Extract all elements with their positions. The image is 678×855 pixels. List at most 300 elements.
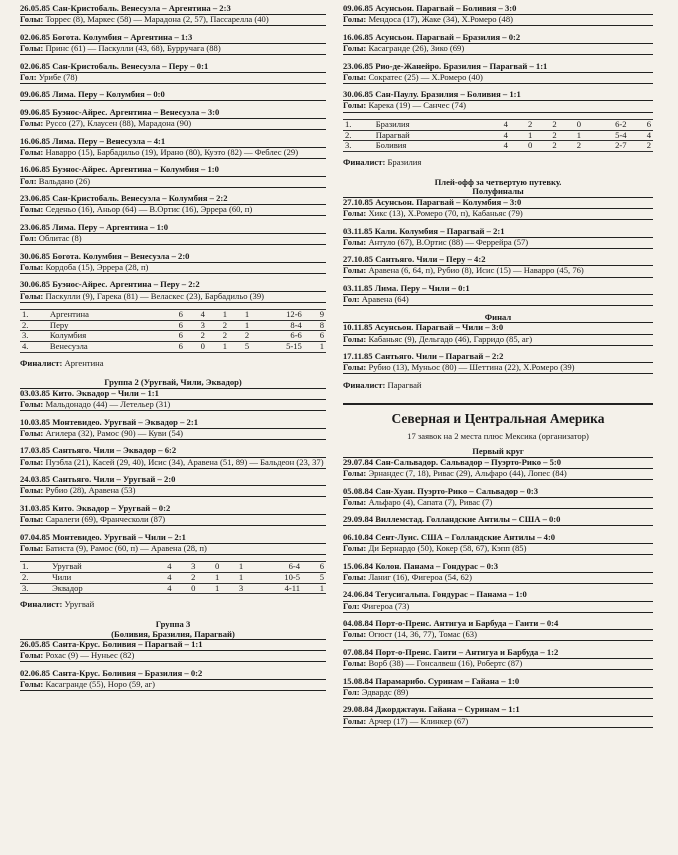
- finalist-team: Парагвай: [387, 379, 422, 390]
- goals-text: Облитас (8): [38, 233, 82, 243]
- goals-text: Ди Бернардо (50), Кокер (58, 67), Кэпп (85): [368, 543, 527, 554]
- goals-label: Гол:: [20, 71, 37, 82]
- match-goals: [343, 573, 653, 584]
- stat-cell: 3: [221, 583, 245, 594]
- match-entry: [20, 669, 326, 691]
- round-title: Первый круг: [343, 447, 653, 458]
- stat-cell: 2: [559, 141, 583, 152]
- match-title: 23.06.85 Лима. Перу – Аргентина – 1:0: [20, 223, 326, 234]
- match-entry: [343, 33, 653, 55]
- stat-cell: 2: [534, 130, 558, 141]
- stat-cell: 3: [185, 320, 207, 331]
- match-title: 02.06.85 Богота. Колумбия – Аргентина – 1:3: [20, 33, 326, 44]
- goals-text: Урибе (78): [38, 71, 78, 82]
- table-row: [343, 120, 653, 131]
- match-title: 27.10.85 Асунсьон. Парагвай – Колумбия – 3:0: [343, 198, 653, 209]
- goals-label: Голы:: [20, 204, 44, 215]
- match-entry: [343, 90, 653, 112]
- match-goals: [20, 651, 326, 662]
- goals-label: Голы:: [343, 629, 367, 640]
- match-list: [20, 640, 326, 691]
- match-entry: [20, 418, 326, 440]
- match-entry: [20, 62, 326, 84]
- match-title: 29.08.84 Джорджтаун. Гайана – Суринам – 1:1: [343, 705, 653, 716]
- match-title: 31.03.85 Кито. Эквадор – Уругвай – 0:2: [20, 504, 326, 515]
- stat-cell: 1: [510, 130, 534, 141]
- stat-cell: 1: [221, 573, 245, 584]
- stat-cell: 8: [304, 320, 326, 331]
- goals-text: Ланиг (16), Фигероа (54, 62): [368, 571, 472, 582]
- goals-text: Фигероа (73): [361, 600, 410, 611]
- match-entry: [20, 33, 326, 55]
- match-entry: [20, 4, 326, 26]
- match-entry: [20, 194, 326, 216]
- goals-label: Голы:: [343, 543, 367, 554]
- finalist-team: Уругвай: [64, 599, 95, 610]
- match-title: 30.06.85 Сан-Паулу. Бразилия – Боливия – 1:1: [343, 90, 653, 101]
- match-goals: [343, 498, 653, 509]
- match-entry: [343, 323, 653, 345]
- stat-cell: 5: [302, 573, 326, 584]
- goals-label: Голы:: [343, 207, 367, 218]
- match-title: 03.11.85 Лима. Перу – Чили – 0:1: [343, 284, 653, 295]
- match-title: 30.06.85 Богота. Колумбия – Венесуэла – 2:0: [20, 252, 326, 263]
- stat-cell: 2: [534, 141, 558, 152]
- match-goals: [343, 688, 653, 699]
- team-cell: Венесуэла: [48, 342, 163, 353]
- stat-cell: 2.: [343, 130, 374, 141]
- goals-text: Наварро (15), Барбадильо (19), Ирано (80), Куэто (82) — Феблес (29): [45, 146, 299, 157]
- stat-cell: 6-6: [251, 331, 304, 342]
- match-goals: [343, 469, 653, 480]
- stat-cell: 6: [302, 562, 326, 573]
- match-title: 09.06.85 Буэнос-Айрес. Аргентина – Венесуэла – 3:0: [20, 108, 326, 119]
- goals-label: Голы:: [20, 118, 44, 128]
- goals-text: Рохас (9) — Нуньес (82): [45, 650, 135, 661]
- goals-text: Вальдано (26): [38, 175, 91, 186]
- goals-label: Голы:: [20, 42, 44, 53]
- match-entry: [343, 562, 653, 584]
- standings-table: [343, 119, 653, 152]
- match-title: 16.06.85 Асунсьон. Парагвай – Бразилия – 0:2: [343, 33, 653, 44]
- match-title: 04.08.84 Порт-о-Пренс. Антигуа и Барбуда – Гаити – 0:4: [343, 619, 653, 630]
- match-goals: [343, 630, 653, 641]
- goals-text: Агилера (32), Рамос (90) — Куви (54): [45, 427, 183, 438]
- team-cell: Уругвай: [50, 562, 150, 573]
- match-title: 05.08.84 Сан-Хуан. Пуэрто-Рико – Сальвадор – 0:3: [343, 487, 653, 498]
- goals-text: Хикс (13), Х.Ромеро (70, п), Кабаньяс (79): [368, 207, 523, 218]
- team-cell: Боливия: [374, 141, 486, 152]
- stat-cell: 6: [304, 331, 326, 342]
- finalist-line: [343, 381, 653, 391]
- group-title: Группа 3: [155, 618, 191, 629]
- table-row: [20, 573, 326, 584]
- goals-text: Касагранде (26), Зико (69): [368, 42, 465, 53]
- stat-cell: 6-4: [245, 562, 302, 573]
- goals-text: Руссо (27), Клаусен (88), Марадона (90): [45, 118, 192, 128]
- stat-cell: 2: [629, 141, 653, 152]
- stat-cell: 4: [150, 583, 174, 594]
- goals-label: Гол:: [20, 233, 37, 243]
- match-title: 10.11.85 Асунсьон. Парагвай – Чили – 3:0: [343, 323, 653, 334]
- stat-cell: 0: [174, 583, 198, 594]
- goals-label: Голы:: [343, 571, 367, 582]
- goals-label: Голы:: [343, 658, 367, 669]
- goals-label: Голы:: [20, 485, 44, 496]
- stat-cell: 2: [207, 331, 229, 342]
- goals-label: Голы:: [343, 71, 367, 82]
- stat-cell: 2: [207, 320, 229, 331]
- team-cell: Колумбия: [48, 331, 163, 342]
- goals-text: Мендоса (17), Жаке (34), Х.Ромеро (48): [368, 14, 513, 25]
- goals-label: Голы:: [20, 290, 44, 301]
- match-goals: [20, 205, 326, 216]
- match-title: 02.06.85 Санта-Крус. Боливия – Бразилия – 0:2: [20, 669, 326, 680]
- match-goals: [343, 717, 653, 728]
- stat-cell: 1: [207, 342, 229, 353]
- match-goals: [343, 73, 653, 84]
- match-title: 26.05.85 Сан-Кристобаль. Венесуэла – Аргентина – 2:3: [20, 4, 326, 15]
- match-entry: [20, 223, 326, 245]
- table-row: [20, 562, 326, 573]
- match-entry: [343, 4, 653, 26]
- final-title: Финал: [343, 313, 653, 324]
- match-title: 27.10.85 Сантьяго. Чили – Перу – 4:2: [343, 255, 653, 266]
- finalist-label: Финалист:: [20, 357, 63, 368]
- match-title: 15.06.84 Колон. Панама – Гондурас – 0:3: [343, 562, 653, 573]
- finalist-label: Финалист:: [343, 156, 386, 167]
- stat-cell: 2.: [20, 320, 48, 331]
- match-goals: [343, 602, 653, 613]
- goals-text: Касагранде (55), Норо (59, аг): [45, 679, 156, 689]
- match-title: 16.06.85 Буэнос-Айрес. Аргентина – Колумбия – 1:0: [20, 165, 326, 176]
- match-goals: [20, 544, 326, 555]
- stat-cell: 6: [163, 331, 185, 342]
- stat-cell: 9: [304, 310, 326, 321]
- table-row: [20, 310, 326, 321]
- goals-text: Торрес (8), Маркес (58) — Марадона (2, 57), Пассарелла (40): [45, 14, 269, 25]
- stat-cell: 3.: [343, 141, 374, 152]
- match-list: [343, 323, 653, 374]
- stat-cell: 2: [510, 120, 534, 131]
- match-entry: [343, 255, 653, 277]
- goals-label: Голы:: [343, 467, 367, 478]
- match-entry: [20, 475, 326, 497]
- team-cell: Бразилия: [374, 120, 486, 131]
- stat-cell: 1: [229, 310, 251, 321]
- match-entry: [20, 504, 326, 526]
- goals-text: Аравена (6, 64, п), Рубио (8), Исис (15) — Наварро (45, 76): [368, 265, 584, 276]
- goals-label: Голы:: [20, 261, 44, 272]
- match-entry: [343, 227, 653, 249]
- stat-cell: 1: [559, 130, 583, 141]
- goals-label: Голы:: [20, 456, 44, 467]
- goals-text: Эдвардс (89): [361, 686, 409, 697]
- match-goals: [20, 44, 326, 55]
- stat-cell: 4: [185, 310, 207, 321]
- match-goals: [20, 400, 326, 411]
- goals-label: Гол:: [343, 686, 360, 697]
- goals-text: Сократес (25) — Х.Ромеро (40): [368, 71, 483, 82]
- match-title: 03.03.85 Кито. Эквадор – Чили – 1:1: [20, 389, 326, 400]
- standings-table: [20, 309, 326, 353]
- goals-label: Гол:: [343, 294, 360, 305]
- stat-cell: 2: [534, 120, 558, 131]
- stat-cell: 3.: [20, 583, 50, 594]
- stat-cell: 5-4: [583, 130, 628, 141]
- stat-cell: 0: [510, 141, 534, 152]
- match-goals: [20, 234, 326, 245]
- match-goals: [343, 209, 653, 220]
- match-title: 24.06.84 Тегусигальпа. Гондурас – Панама – 1:0: [343, 590, 653, 601]
- match-goals: [343, 295, 653, 306]
- stat-cell: 4.: [20, 342, 48, 353]
- stat-cell: 6: [163, 310, 185, 321]
- finalist-line: [20, 359, 326, 369]
- goals-text: Карека (19) — Санчес (74): [368, 100, 466, 111]
- stat-cell: 3: [174, 562, 198, 573]
- match-entry: [343, 515, 653, 526]
- goals-text: Саралеги (69), Франческоли (87): [45, 514, 166, 524]
- stat-cell: 1: [229, 320, 251, 331]
- goals-text: Паскулли (9), Гарека (81) — Веласкес (23), Барбадильо (39): [45, 290, 265, 301]
- match-title: 09.06.85 Асунсьон. Парагвай – Боливия – 3:0: [343, 4, 653, 15]
- goals-text: Антуло (67), В.Ортис (88) — Феррейра (57): [368, 236, 529, 247]
- goals-text: Кабаньяс (9), Дельгадо (46), Гарридо (85, аг): [368, 333, 533, 344]
- match-goals: [20, 429, 326, 440]
- match-entry: [20, 252, 326, 274]
- match-entry: [343, 352, 653, 374]
- goals-text: Аравена (64): [361, 294, 409, 305]
- match-title: 17.11.85 Сантьяго. Чили – Парагвай – 2:2: [343, 352, 653, 363]
- match-goals: [20, 292, 326, 303]
- match-goals: [20, 119, 326, 130]
- goals-label: Голы:: [343, 42, 367, 53]
- stat-cell: 4: [629, 130, 653, 141]
- team-cell: Аргентина: [48, 310, 163, 321]
- goals-text: Альфаро (4), Сапата (7), Ривас (7): [368, 496, 493, 507]
- table-row: [20, 583, 326, 594]
- stat-cell: 0: [197, 562, 221, 573]
- goals-label: Голы:: [20, 514, 44, 524]
- match-entry: [343, 487, 653, 509]
- goals-label: Голы:: [20, 14, 44, 25]
- match-entry: [343, 62, 653, 84]
- stat-cell: 2: [229, 331, 251, 342]
- goals-label: Голы:: [343, 14, 367, 25]
- match-entry: [343, 533, 653, 555]
- match-goals: [343, 659, 653, 670]
- goals-text: Принс (61) — Паскулли (43, 68), Бурручага (88): [45, 42, 221, 53]
- stat-cell: 1: [304, 342, 326, 353]
- table-row: [343, 130, 653, 141]
- goals-label: Голы:: [20, 542, 44, 553]
- finalist-line: [343, 158, 653, 168]
- goals-text: Арчер (17) — Клинкер (67): [368, 715, 469, 726]
- stat-cell: 6: [163, 320, 185, 331]
- match-entry: [20, 90, 326, 101]
- stat-cell: 1: [207, 310, 229, 321]
- match-goals: [20, 148, 326, 159]
- goals-text: Кордоба (15), Эррера (28, п): [45, 261, 149, 272]
- stat-cell: 1.: [20, 562, 50, 573]
- stat-cell: 4: [486, 130, 510, 141]
- goals-label: Голы:: [343, 715, 367, 726]
- stat-cell: 4: [150, 562, 174, 573]
- match-goals: [20, 515, 326, 526]
- goals-text: Рубио (13), Муньос (80) — Шеттина (22), Х.Ромеро (39): [368, 362, 575, 373]
- match-goals: [20, 177, 326, 188]
- match-title: 03.11.85 Кали. Колумбия – Парагвай – 2:1: [343, 227, 653, 238]
- goals-text: Пуэбла (21), Касей (29, 40), Исис (34), Аравена (51, 89) — Бальдеон (23, 37): [45, 456, 324, 467]
- section-note: 17 заявок на 2 места плюс Мексика (организатор): [407, 430, 589, 441]
- stat-cell: 5-15: [251, 342, 304, 353]
- group-subtitle: (Боливия, Бразилия, Парагвай): [20, 630, 326, 641]
- stat-cell: 1.: [343, 120, 374, 131]
- match-entry: [343, 590, 653, 612]
- goals-text: Рубио (28), Аравена (53): [45, 485, 136, 496]
- goals-text: Огюст (14, 36, 77), Томас (63): [368, 629, 477, 640]
- finalist-label: Финалист:: [20, 599, 63, 610]
- match-goals: [343, 363, 653, 374]
- match-entry: [20, 446, 326, 468]
- match-entry: [343, 284, 653, 306]
- stat-cell: 6: [163, 342, 185, 353]
- stat-cell: 0: [559, 120, 583, 131]
- stat-cell: 1: [197, 573, 221, 584]
- goals-label: Гол:: [343, 600, 360, 611]
- semifinals-title: Полуфиналы: [343, 187, 653, 198]
- goals-text: Ворб (38) — Гонсалвеш (16), Робертс (87): [368, 658, 523, 669]
- match-title: 07.08.84 Порт-о-Пренс. Гаити – Антигуа и Барбуда – 1:2: [343, 648, 653, 659]
- match-list: [343, 458, 653, 728]
- match-title: 06.10.84 Сент-Луис. США – Голландские Антилы – 4:0: [343, 533, 653, 544]
- stat-cell: 1: [197, 583, 221, 594]
- match-entry: [343, 648, 653, 670]
- stat-cell: 2.: [20, 573, 50, 584]
- standings-table: [20, 561, 326, 594]
- goals-label: Голы:: [20, 399, 44, 409]
- team-cell: Чили: [50, 573, 150, 584]
- match-entry: [20, 280, 326, 302]
- match-title: 02.06.85 Сан-Кристобаль. Венесуэла – Перу – 0:1: [20, 62, 326, 73]
- stat-cell: 12-6: [251, 310, 304, 321]
- match-entry: [343, 677, 653, 699]
- match-title: 29.07.84 Сан-Сальвадор. Сальвадор – Пуэрто-Рико – 5:0: [343, 458, 653, 469]
- match-list: [343, 198, 653, 307]
- match-goals: [20, 73, 326, 84]
- stat-cell: 1: [221, 562, 245, 573]
- stat-cell: 6-2: [583, 120, 628, 131]
- finalist-team: Аргентина: [64, 357, 104, 368]
- section-title: Северная и Центральная Америка: [343, 403, 653, 426]
- goals-label: Голы:: [343, 265, 367, 276]
- goals-label: Гол:: [20, 175, 37, 186]
- match-goals: [343, 15, 653, 26]
- match-entry: [20, 165, 326, 187]
- stat-cell: 2-7: [583, 141, 628, 152]
- goals-label: Голы:: [20, 650, 44, 661]
- match-entry: [20, 137, 326, 159]
- stat-cell: 8-4: [251, 320, 304, 331]
- match-goals: [20, 458, 326, 469]
- goals-label: Голы:: [20, 427, 44, 438]
- table-row: [20, 320, 326, 331]
- left-column: [20, 4, 326, 698]
- table-row: [343, 141, 653, 152]
- stat-cell: 4: [486, 120, 510, 131]
- match-entry: [20, 533, 326, 555]
- goals-text: Седеньо (16), Аньор (64) — В.Ортис (16), Эррера (60, п): [45, 204, 253, 215]
- goals-text: Эрнандес (7, 18), Ривас (29), Альфаро (44), Лопес (84): [368, 467, 567, 478]
- match-list: [20, 4, 326, 303]
- match-goals: [343, 101, 653, 112]
- match-title: 16.06.85 Лима. Перу – Венесуэла – 4:1: [20, 137, 326, 148]
- match-title: 15.08.84 Парамарибо. Суринам – Гайана – 1:0: [343, 677, 653, 688]
- goals-label: Голы:: [343, 100, 367, 111]
- match-goals: [20, 15, 326, 26]
- match-goals: [343, 238, 653, 249]
- match-goals: [343, 335, 653, 346]
- table-row: [20, 342, 326, 353]
- table-row: [20, 331, 326, 342]
- match-title: 17.03.85 Сантьяго. Чили – Эквадор – 6:2: [20, 446, 326, 457]
- match-title: 26.05.85 Санта-Крус. Боливия – Парагвай – 1:1: [20, 640, 326, 651]
- stat-cell: 1.: [20, 310, 48, 321]
- match-entry: [20, 640, 326, 662]
- goals-label: Голы:: [343, 496, 367, 507]
- stat-cell: 2: [185, 331, 207, 342]
- right-column: [343, 4, 653, 734]
- match-list: [343, 4, 653, 113]
- match-goals: [20, 680, 326, 691]
- match-title: 23.06.85 Сан-Кристобаль. Венесуэла – Колумбия – 2:2: [20, 194, 326, 205]
- match-goals: [20, 263, 326, 274]
- goals-label: Голы:: [343, 333, 367, 344]
- group-title: Группа 2 (Уругвай, Чили, Эквадор): [20, 378, 326, 389]
- finalist-label: Финалист:: [343, 379, 386, 390]
- match-goals: [20, 486, 326, 497]
- goals-label: Голы:: [20, 146, 44, 157]
- goals-text: Батиста (9), Рамос (60, п) — Аравена (28, п): [45, 542, 207, 553]
- playoff-title: Плей-офф за четвертую путевку.: [434, 176, 562, 187]
- match-goals: [343, 266, 653, 277]
- stat-cell: 4: [150, 573, 174, 584]
- match-title: 07.04.85 Монтевидео. Уругвай – Чили – 2:1: [20, 533, 326, 544]
- match-title: 23.06.85 Рио-де-Жанейро. Бразилия – Парагвай – 1:1: [343, 62, 653, 73]
- match-title: 09.06.85 Лима. Перу – Колумбия – 0:0: [20, 90, 326, 101]
- team-cell: Парагвай: [374, 130, 486, 141]
- finalist-team: Бразилия: [387, 156, 422, 167]
- match-entry: [20, 389, 326, 411]
- match-entry: [343, 705, 653, 727]
- stat-cell: 0: [185, 342, 207, 353]
- match-title: 24.03.85 Сантьяго. Чили – Уругвай – 2:0: [20, 475, 326, 486]
- stat-cell: 4: [486, 141, 510, 152]
- finalist-line: [20, 600, 326, 610]
- stat-cell: 3.: [20, 331, 48, 342]
- match-entry: [20, 108, 326, 130]
- match-entry: [343, 619, 653, 641]
- goals-text: Мальдонадо (44) — Летельер (31): [45, 399, 171, 409]
- match-title: 10.03.85 Монтевидео. Уругвай – Эквадор – 2:1: [20, 418, 326, 429]
- match-entry: [343, 458, 653, 480]
- stat-cell: 5: [229, 342, 251, 353]
- goals-label: Голы:: [343, 236, 367, 247]
- team-cell: Эквадор: [50, 583, 150, 594]
- team-cell: Перу: [48, 320, 163, 331]
- goals-label: Голы:: [20, 679, 44, 689]
